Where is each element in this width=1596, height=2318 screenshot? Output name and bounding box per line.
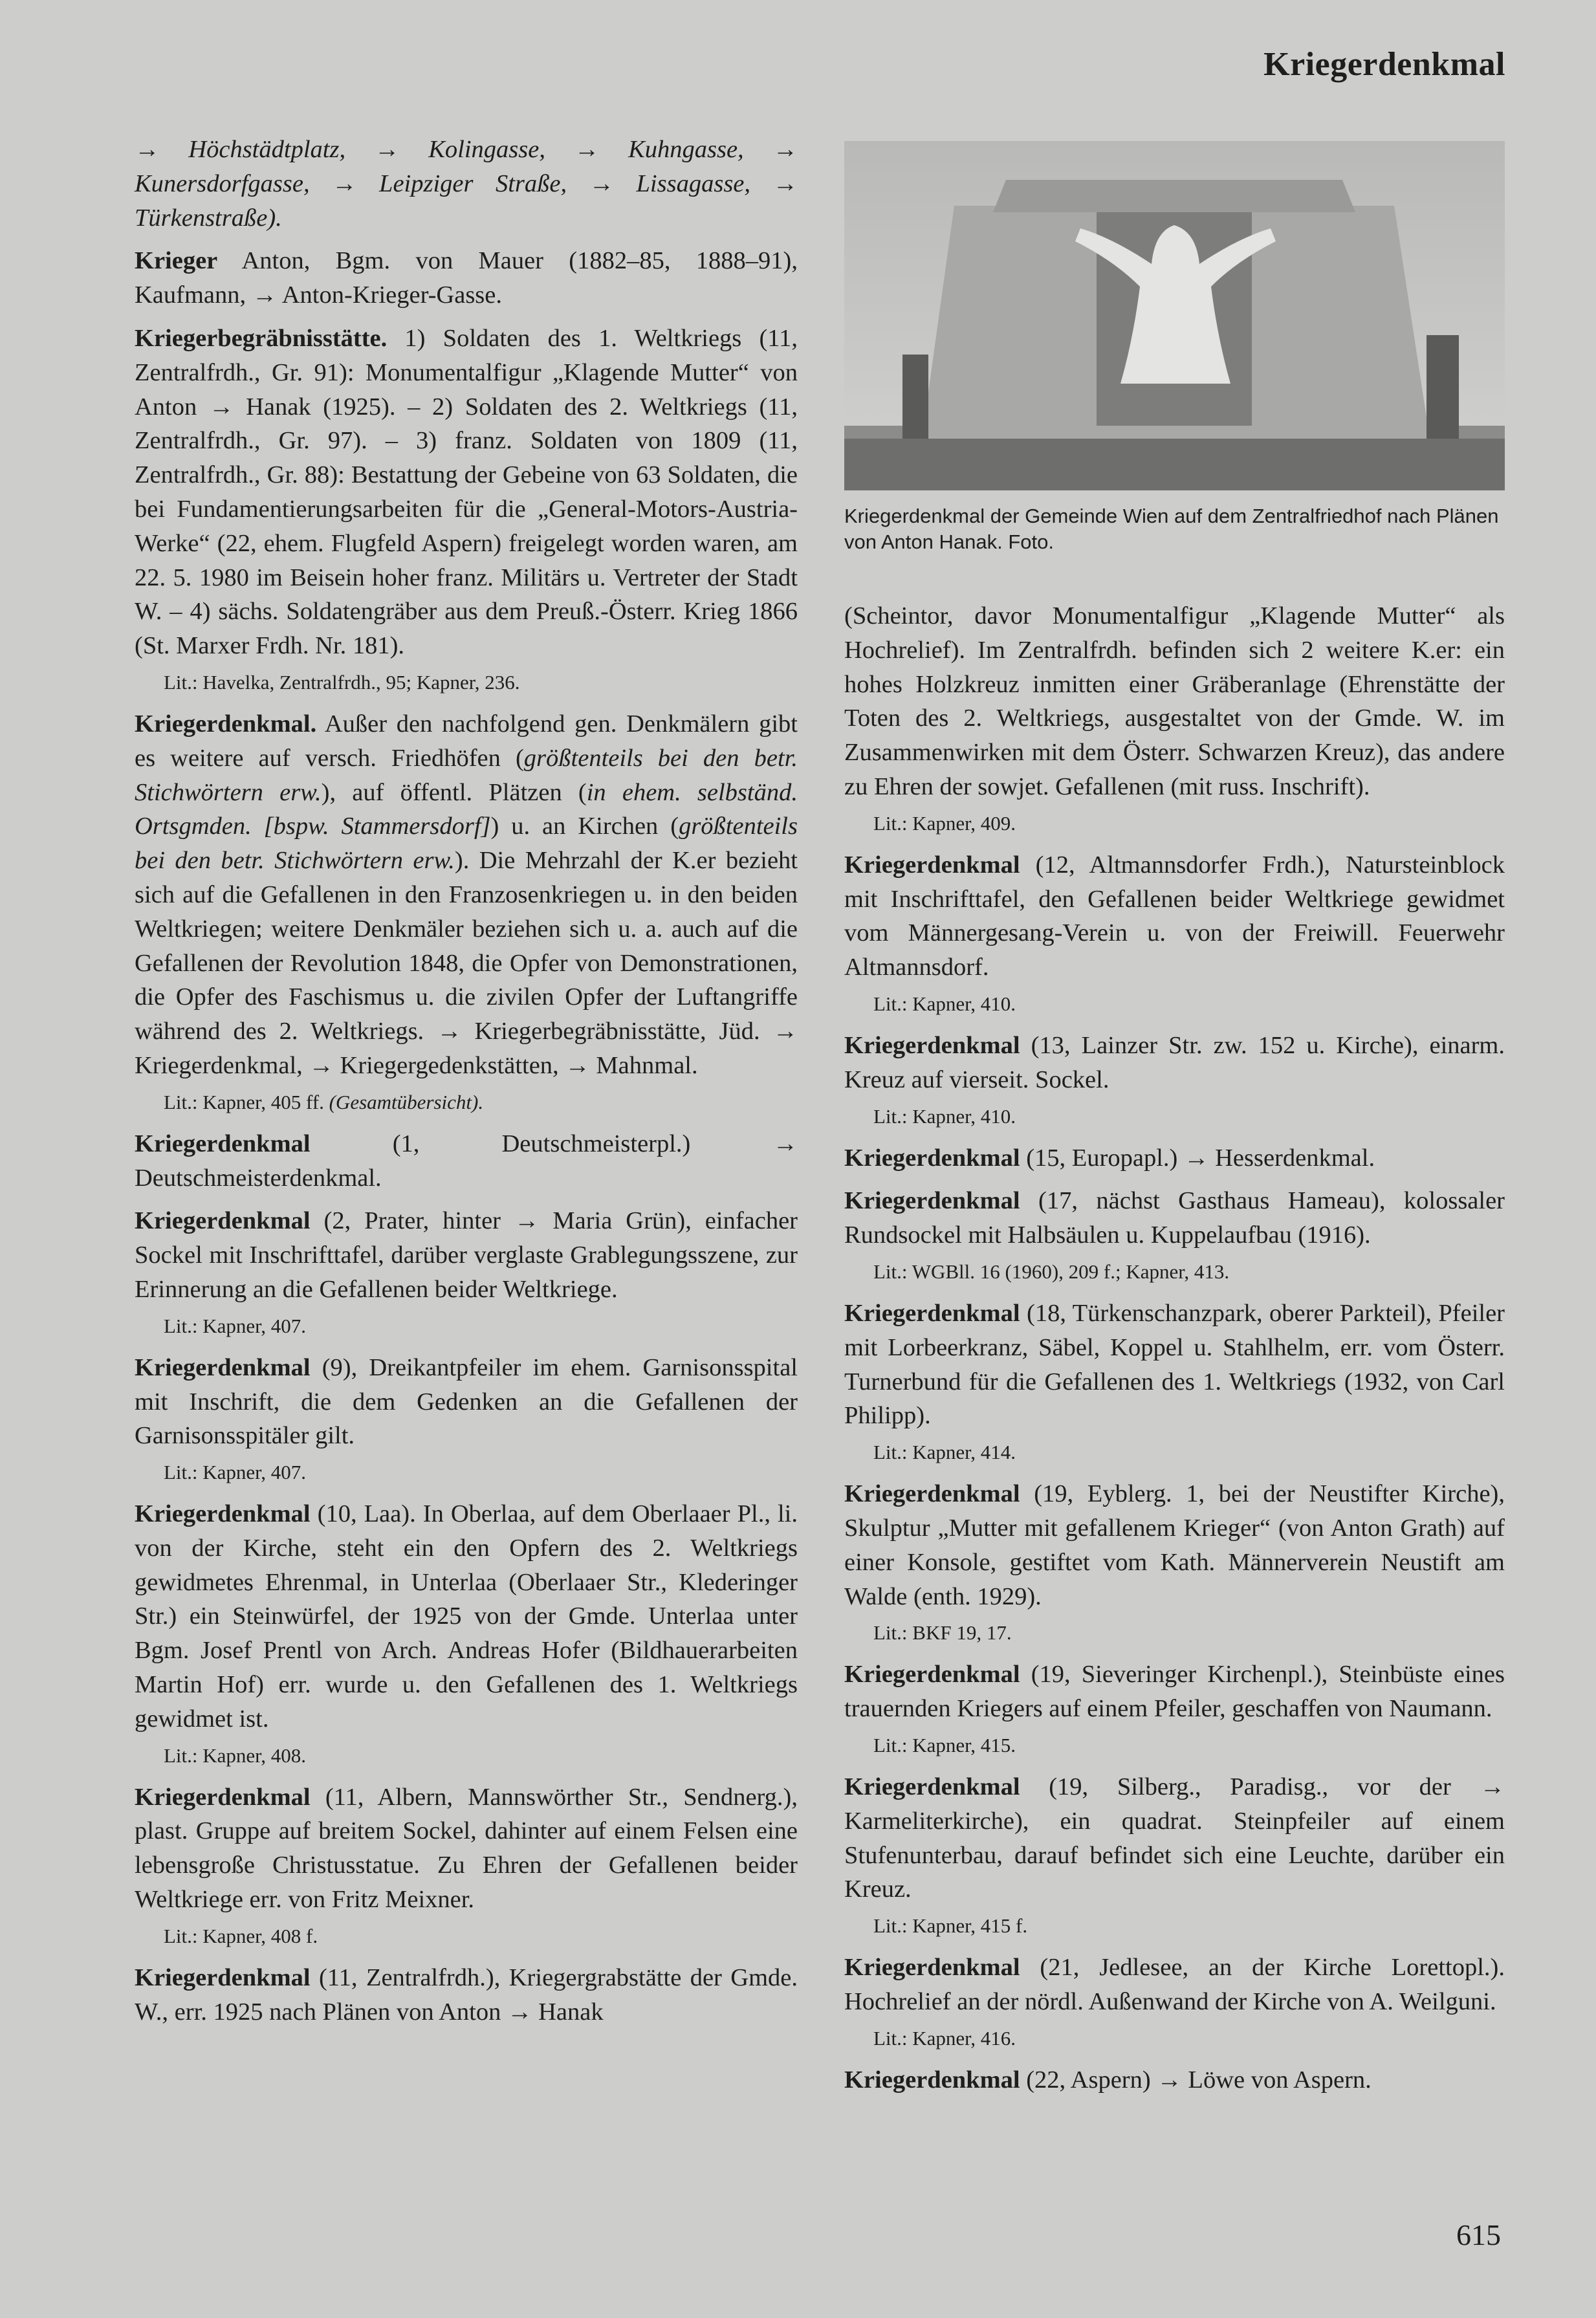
entry-headword: Kriegerbegräbnisstätte. [135, 324, 388, 352]
entry-headword: Kriegerdenkmal [844, 1299, 1020, 1327]
entry-text: (12, Altmannsdorfer Frdh.), Natursteinblock mit Inschrifttafel, den Gefallenen beider Weltkriege gewidmet vom Männergesang-Verein u. von der Freiwill. Feuerwehr Altmannsdorf. [844, 851, 1505, 981]
literature-reference: Lit.: Kapner, 410. [873, 1104, 1016, 1128]
entry-italic-text: in ehem. selbständ. Ortsgmden. [bspw. Stammersdorf] [135, 778, 798, 840]
entry-headword: Kriegerdenkmal [844, 1773, 1020, 1800]
literature-reference: Lit.: Kapner, 416. [873, 2026, 1016, 2050]
entry-kriegerdenkmal-17 [844, 1184, 1505, 1252]
literature-reference [164, 1089, 798, 1115]
literature-reference: Lit.: WGBll. 16 (1960), 209 f.; Kapner, 413. [873, 1260, 1230, 1283]
entry-kriegerdenkmal-22 [844, 2063, 1505, 2097]
entry-text: → Höchstädtplatz, → Kolingasse, → Kuhngasse, → Kunersdorfgasse, → Leipziger Straße, → Lissagasse, → Türkenstraße). [135, 136, 798, 232]
entry-kriegerdenkmal-18 [844, 1296, 1505, 1433]
monument-photo-drawing [844, 141, 1505, 490]
literature-reference: Lit.: Havelka, Zentralfrdh., 95; Kapner, 236. [164, 670, 520, 694]
entry-kriegerdenkmal-12 [844, 848, 1505, 985]
monument-top-block [993, 180, 1355, 212]
entry-text: (22, Aspern) → Löwe von Aspern. [1020, 2066, 1372, 2094]
literature-reference: Lit.: Kapner, 415 f. [873, 1914, 1028, 1938]
entry-text: (11, Albern, Mannswörther Str., Sendnerg.), plast. Gruppe auf breitem Sockel, dahinter auf einem Felsen eine lebensgroße Christusstatue. Zu Ehren der Gefallenen beider Weltkriege err. von Fritz Meixner. [135, 1783, 798, 1914]
entry-text: (9), Dreikantpfeiler im ehem. Garnisonsspital mit Inschrift, die dem Gedenken an die Gefallenen der Garnisonsspitäler gilt. [135, 1353, 798, 1450]
literature-reference: Lit.: Kapner, 415. [873, 1733, 1016, 1756]
literature-reference: Lit.: BKF 19, 17. [873, 1621, 1012, 1645]
literature-reference: Lit.: Kapner, 409. [873, 811, 1016, 835]
entry-kriegerbegraebnisstaette [135, 322, 798, 663]
entry-text: ). Die Mehrzahl der K.er bezieht sich auf die Gefallenen in den Franzosenkriegen u. in den beiden Weltkriegen; weitere Denkmäler beziehen sich u. a. auch auf die Gefallenen der Revolution 1848, die Opfer von Demonstrationen, die Opfer des Faschismus u. die zivilen Opfer der Luftangriffe während des 2. Weltkriegs. → Kriegerbegräbnisstätte, Jüd. → Kriegerdenkmal, → Kriegergedenkstätten, → Mahnmal. [135, 847, 798, 1079]
entry-text: Außer den nachfolgend gen. Denkmälern gibt es weitere auf versch. Friedhöfen ( [135, 710, 798, 772]
photo-foreground [844, 439, 1505, 490]
entry-kriegerdenkmal-13 [844, 1029, 1505, 1097]
entry-headword: Kriegerdenkmal [844, 851, 1020, 879]
entry-kriegerdenkmal-19-silberg [844, 1770, 1505, 1907]
entry-italic-text: größtenteils bei den betr. Stichwörtern erw. [135, 813, 798, 875]
monument-photo [844, 141, 1505, 490]
entry-text: (19, Silberg., Paradisg., vor der → Karmeliterkirche), ein quadrat. Steinpfeiler auf einem Stufenunterbau, darauf befindet sich eine Leuchte, darüber ein Kreuz. [844, 1773, 1505, 1903]
entry-kriegerdenkmal-11-albern [135, 1780, 798, 1917]
entry-text: (18, Türkenschanzpark, oberer Parkteil), Pfeiler mit Lorbeerkranz, Säbel, Koppel u. Stahlhelm, err. vom Österr. Turnerbund für die Gefallenen des 1. Weltkriegs (1932, von Carl Philipp). [844, 1299, 1505, 1430]
literature-reference: Lit.: Kapner, 414. [873, 1441, 1016, 1464]
entry-kriegerdenkmal-9 [135, 1351, 798, 1453]
entry-text: (Scheintor, davor Monumentalfigur „Klagende Mutter“ als Hochrelief). Im Zentralfrdh. befinden sich 2 weitere K.er: ein hohes Holzkreuz inmitten einer Gräberanlage (Ehrenstätte der Toten des 2. Weltkriegs, ausgestaltet von der Gmde. W. im Zusammenwirken mit dem Österr. Schwarzen Kreuz), das andere zu Ehren der sowjet. Gefallenen (mit russ. Inschrift). [844, 602, 1505, 800]
right-column [844, 599, 1505, 2106]
entry-text: (21, Jedlesee, an der Kirche Lorettopl.). Hochrelief an der nördl. Außenwand der Kirche von A. Weilguni. [844, 1954, 1505, 2015]
entry-kriegerdenkmal-15 [844, 1141, 1505, 1175]
entry-headword: Kriegerdenkmal [135, 1207, 311, 1235]
entry-italic-text: größtenteils bei den betr. Stichwörtern erw. [135, 744, 798, 806]
entry-headword: Krieger [135, 247, 218, 275]
entry-text: Anton, Bgm. von Mauer (1882–85, 1888–91), Kaufmann, → Anton-Krieger-Gasse. [135, 247, 798, 309]
entry-text: ), auf öffentl. Plätzen ( [321, 778, 587, 806]
entry-kriegerdenkmal-21 [844, 1951, 1505, 2019]
literature-reference: Lit.: Kapner, 410. [873, 992, 1016, 1015]
literature-reference: Lit.: Kapner, 407. [164, 1461, 307, 1484]
entry-text: (19, Eyblerg. 1, bei der Neustifter Kirche), Skulptur „Mutter mit gefallenem Krieger“ (von Anton Grath) auf einer Konsole, gestiftet vom Kath. Männerverein Neustift am Walde (enth. 1929). [844, 1480, 1505, 1610]
literature-italic-text: (Gesamtübersicht). [323, 1090, 484, 1113]
entry-text: (19, Sieveringer Kirchenpl.), Steinbüste eines trauernden Kriegers auf einem Pfeiler, geschaffen von Naumann. [844, 1661, 1505, 1723]
entry-headword: Kriegerdenkmal [844, 1661, 1020, 1689]
photo-caption: Kriegerdenkmal der Gemeinde Wien auf dem Zentralfriedhof nach Plänen von Anton Hanak. Foto. [844, 505, 1499, 553]
literature-reference: Lit.: Kapner, 408 f. [164, 1924, 318, 1947]
entry-text: (17, nächst Gasthaus Hameau), kolossaler Rundsockel mit Halbsäulen u. Kuppelaufbau (1916). [844, 1187, 1505, 1249]
entry-headword: Kriegerdenkmal [844, 1187, 1020, 1215]
entry-kriegerdenkmal-2 [135, 1204, 798, 1306]
entry-text: (10, Laa). In Oberlaa, auf dem Oberlaaer Pl., li. von der Kirche, steht ein den Opfern des 2. Weltkriegs gewidmetes Ehrenmal, in Unterlaa (Oberlaaer Str., Klederinger Str.) ein Steinwürfel, der 1925 von der Gmde. Unterlaa unter Bgm. Josef Prentl von Arch. Andreas Hofer (Bildhauerarbeiten Martin Hof) err. wurde u. den Gefallenen des 1. Weltkriegs gewidmet ist. [135, 1500, 798, 1733]
page-header-title: Kriegerdenkmal [1263, 46, 1505, 83]
entry-headword: Kriegerdenkmal [844, 1954, 1020, 1982]
entry-krieger-anton [135, 244, 798, 312]
page-number: 615 [1456, 2218, 1501, 2251]
entry-text: 1) Soldaten des 1. Weltkriegs (11, Zentralfrdh., Gr. 91): Monumentalfigur „Klagende Mutter“ von Anton → Hanak (1925). – 2) Soldaten des 2. Weltkriegs (11, Zentralfrdh., Gr. 97). – 3) franz. Soldaten von 1809 (11, Zentralfrdh., Gr. 88): Bestattung der Gebeine von 63 Soldaten, die bei Fundamentierungsarbeiten für die „General-Motors-Austria-Werke“ (22, ehem. Flugfeld Aspern) freigelegt worden waren, am 22. 5. 1980 im Beisein hoher franz. Militärs u. Vertreter der Stadt W. – 4) sächs. Soldatengräber aus dem Preuß.-Österr. Krieg 1866 (St. Marxer Frdh. Nr. 181). [135, 324, 798, 660]
photo-tree-right [1427, 335, 1459, 439]
entry-continuation [135, 133, 798, 235]
entry-kriegerdenkmal-1 [135, 1127, 798, 1196]
entry-continuation [844, 599, 1505, 804]
literature-reference: Lit.: Kapner, 408. [164, 1744, 307, 1767]
entry-kriegerdenkmal-19-eyblerg [844, 1477, 1505, 1613]
entry-text: (13, Lainzer Str. zw. 152 u. Kirche), einarm. Kreuz auf vierseit. Sockel. [844, 1031, 1505, 1093]
entry-text: ) u. an Kirchen ( [490, 813, 679, 840]
entry-headword: Kriegerdenkmal [135, 1783, 311, 1811]
entry-text: (15, Europapl.) → Hesserdenkmal. [1020, 1144, 1375, 1172]
entry-kriegerdenkmal-19-sievering [844, 1657, 1505, 1726]
entry-headword: Kriegerdenkmal [844, 1031, 1020, 1059]
entry-kriegerdenkmal-overview [135, 707, 798, 1083]
entry-headword: Kriegerdenkmal [135, 1500, 311, 1528]
literature-text: Lit.: Kapner, 405 ff. [164, 1090, 324, 1113]
literature-reference: Lit.: Kapner, 407. [164, 1314, 307, 1337]
left-column [135, 133, 798, 2038]
entry-headword: Kriegerdenkmal [135, 1353, 311, 1381]
entry-kriegerdenkmal-11-zentralfrdh [135, 1961, 798, 2029]
entry-kriegerdenkmal-10 [135, 1497, 798, 1736]
entry-headword: Kriegerdenkmal [844, 1144, 1020, 1172]
photo-tree-left [902, 355, 928, 439]
entry-headword: Kriegerdenkmal [135, 1130, 311, 1157]
entry-text: (11, Zentralfrdh.), Kriegergrabstätte der Gmde. W., err. 1925 nach Plänen von Anton → Hanak [135, 1963, 798, 2026]
entry-headword: Kriegerdenkmal [844, 1480, 1020, 1508]
entry-text: (1, Deutschmeisterpl.) → Deutschmeisterdenkmal. [135, 1130, 798, 1192]
entry-headword: Kriegerdenkmal [135, 1963, 311, 1991]
entry-headword: Kriegerdenkmal. [135, 710, 317, 738]
entry-text: (2, Prater, hinter → Maria Grün), einfacher Sockel mit Inschrifttafel, darüber verglaste Grablegungsszene, zur Erinnerung an die Gefallenen beider Weltkriege. [135, 1207, 798, 1303]
entry-headword: Kriegerdenkmal [844, 2066, 1020, 2094]
